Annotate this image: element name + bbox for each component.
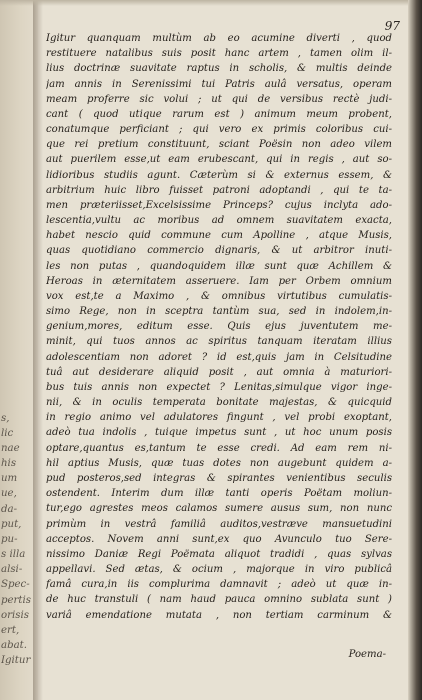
text-line: arbitrium huic libro fuisset patroni adoptandi , qui te ta- bbox=[46, 184, 392, 196]
facing-page-fragment: his bbox=[1, 458, 17, 470]
text-line: in regio animo vel adulatores fingunt , vel probi exoptant, bbox=[46, 412, 392, 424]
text-line: vox est,te a Maximo , & omnibus virtutibus cumulatis- bbox=[46, 290, 392, 302]
text-line: bus tuis annis non expectet ? Lenitas,simulque vigor inge- bbox=[46, 381, 392, 393]
text-line: hil aptius Musis, quæ tuas dotes non augebunt quidem a- bbox=[46, 457, 392, 469]
body-text bbox=[46, 31, 392, 623]
text-line: Heroas in æternitatem asseruere. Iam per Orbem omnium bbox=[46, 275, 392, 287]
text-line: aut puerilem esse,ut eam erubescant, qui in regis , aut so- bbox=[46, 154, 392, 166]
text-line: que rei pretium constituunt, sciant Poësin non adeo vilem bbox=[46, 139, 392, 151]
text-line: men præteriisset,Excelsissime Princeps? cujus inclyta ado- bbox=[46, 199, 392, 211]
text-line: minit, qui tuos annos ac spiritus tanquam iteratam illius bbox=[46, 336, 392, 348]
facing-page-fragment: Igitur bbox=[1, 655, 31, 667]
text-line: Igitur quanquam multùm ab eo acumine diverti , quod bbox=[46, 33, 392, 44]
text-line: habet nescio quid commune cum Apolline , atque Musis, bbox=[46, 230, 392, 242]
text-line: variâ emendatione mutata , non tertiam carminum & bbox=[46, 609, 392, 621]
text-line: jam annis in Serenissimi tui Patris aulâ versatus, operam bbox=[46, 78, 392, 90]
page-top-edge bbox=[0, 0, 422, 6]
text-line: cant ( quod utique rarum est ) animum meum probent, bbox=[46, 108, 392, 120]
page-number: 97 bbox=[384, 19, 400, 33]
text-line: lius doctrinæ suavitate raptus in scholis, & multis deinde bbox=[46, 63, 392, 75]
facing-page-fragment: alsi- bbox=[1, 564, 23, 576]
facing-page-fragment: Spec- bbox=[1, 579, 30, 591]
facing-page-fragment: pertis bbox=[1, 594, 32, 606]
facing-page-fragment: da- bbox=[1, 503, 18, 515]
text-line: nissimo Daniæ Regi Poëmata aliquot tradidi , quas sylvas bbox=[46, 548, 392, 560]
text-line: optare,quantus es,tantum te esse credi. Ad eam rem ni- bbox=[46, 442, 392, 454]
text-line: simo Rege, non in sceptra tantùm sua, sed in indolem,in- bbox=[46, 306, 392, 318]
facing-page-fragment: s, bbox=[1, 412, 10, 424]
facing-page-fragment: abat. bbox=[1, 640, 28, 652]
text-line: restituere natalibus suis posit hanc artem , tamen olim il- bbox=[46, 48, 392, 60]
text-line: conatumque perficiant ; qui vero ex primis coloribus cui- bbox=[46, 124, 392, 136]
text-line: nii, & in oculis temperata bonitate majestas, & quicquid bbox=[46, 397, 392, 409]
text-line: ostendent. Interim dum illæ tanti operis Poëtam moliun- bbox=[46, 488, 392, 500]
text-line: les non putas , quandoquidem illæ sunt quæ Achillem & bbox=[46, 260, 392, 272]
facing-page-fragment: nae bbox=[1, 442, 20, 454]
facing-page-fragment: um bbox=[1, 473, 18, 485]
text-line: acceptos. Novem anni sunt,ex quo Avunculo tuo Sere- bbox=[46, 533, 392, 545]
facing-page-fragment: put, bbox=[1, 518, 22, 530]
text-line: famâ cura,in iis complurima damnavit ; adeò ut quæ in- bbox=[46, 579, 392, 591]
facing-page-fragment: orisis bbox=[1, 609, 29, 621]
text-line: genium,mores, editum esse. Quis ejus juventutem me- bbox=[46, 321, 392, 333]
text-line: lidioribus studiis agunt. Cæterùm si & externus essem, & bbox=[46, 169, 392, 181]
gutter-shadow bbox=[33, 0, 43, 700]
text-line: primùm in vestrâ familiâ auditos,vestræve mansuetudini bbox=[46, 518, 392, 530]
facing-page-fragment: lic bbox=[1, 427, 14, 439]
text-line: pud posteros,sed integras & spirantes venientibus seculis bbox=[46, 472, 392, 484]
facing-page-fragment: ert, bbox=[1, 625, 20, 637]
text-line: de huc transtuli ( nam haud pauca omnino sublata sunt ) bbox=[46, 594, 392, 606]
catchword: Poema- bbox=[348, 649, 386, 660]
text-line: quas quotidiano commercio dignaris, & ut arbitror inuti- bbox=[46, 245, 392, 257]
text-line: adolescentiam non adoret ? id est,quis jam in Celsitudine bbox=[46, 351, 392, 363]
text-line: adeò tua indolis , tuique impetus sunt , ut hoc unum posis bbox=[46, 427, 392, 439]
text-line: appellavi. Sed ætas, & ocium , majorque in viro publicâ bbox=[46, 564, 392, 576]
text-line: meam proferre sic volui ; ut qui de versibus rectè judi- bbox=[46, 93, 392, 105]
text-line: tuâ aut desiderare aliquid posit , aut omnia à maturiori- bbox=[46, 366, 392, 378]
facing-page-fragment: s illa bbox=[1, 549, 26, 561]
facing-page-fragment: pu- bbox=[1, 533, 18, 545]
text-line: tur,ego agrestes meos calamos sumere ausus sum, non nunc bbox=[46, 503, 392, 515]
facing-page-fragment: ue, bbox=[1, 488, 17, 500]
text-line: lescentia,vultu ac moribus ad omnem suavitatem exacta, bbox=[46, 215, 392, 227]
page-right-edge bbox=[408, 0, 422, 700]
